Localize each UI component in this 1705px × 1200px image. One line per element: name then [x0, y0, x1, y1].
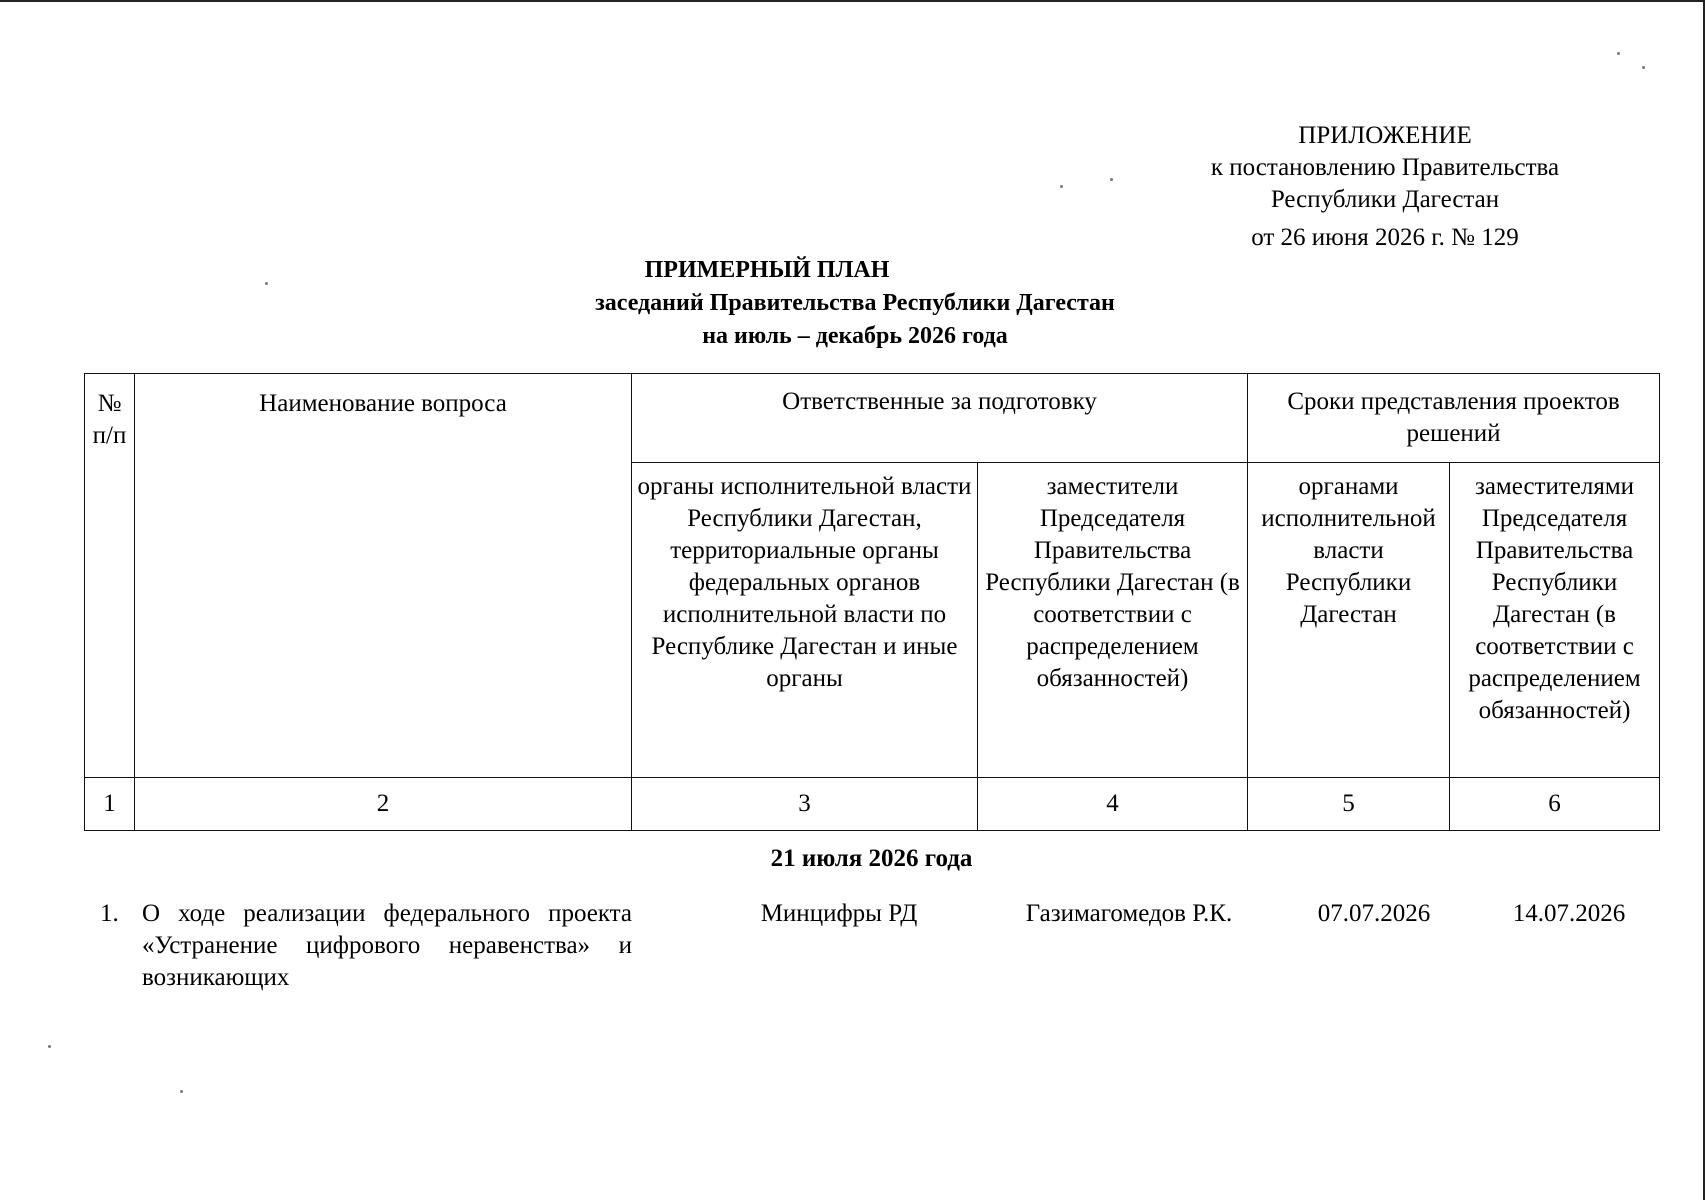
- header-responsible-deputies: заместители Председателя Правительства Республики Дагестан (в соответствии с распределением обязанностей): [978, 463, 1248, 778]
- header-responsible: Ответственные за подготовку: [632, 374, 1248, 463]
- column-number: 3: [632, 778, 978, 831]
- scan-speck: [265, 282, 268, 285]
- plan-row: [84, 898, 1659, 1008]
- header-responsible-bodies: органы исполнительной власти Республики Дагестан, территориальные органы федеральных органов исполнительной власти по Республике Дагестан и иные органы: [632, 463, 978, 778]
- header-deadlines: Сроки представления проектов решений: [1248, 374, 1660, 463]
- row-deadline-deputies: 14.07.2026: [1512, 900, 1626, 927]
- column-number: 2: [135, 778, 632, 831]
- approval-line-appendix: ПРИЛОЖЕНИЕ: [1298, 122, 1472, 149]
- approval-line-resolution: к постановлению Правительства: [1210, 154, 1560, 181]
- document-title: [440, 254, 1270, 353]
- row-deadline-bodies: 07.07.2026: [1317, 900, 1431, 927]
- title-line-meetings: заседаний Правительства Республики Дагестан: [595, 290, 1115, 316]
- title-line-plan: ПРИМЕРНЫЙ ПЛАН: [644, 257, 890, 283]
- approval-stamp: [1170, 120, 1600, 254]
- header-deadline-deputies: заместителями Председателя Правительства Республики Дагестан (в соответствии с распределением обязанностей): [1450, 463, 1660, 778]
- approval-line-date: от 26 июня 2026 г. № 129: [1251, 224, 1519, 251]
- header-deadline-bodies: органами исполнительной власти Республики Дагестан: [1248, 463, 1450, 778]
- scan-speck: [1060, 185, 1063, 188]
- page-border-top: [0, 0, 1705, 2]
- scan-speck: [48, 1045, 51, 1048]
- column-number-row: [85, 778, 1660, 831]
- row-responsible-body: Минцифры РД: [760, 900, 918, 927]
- approval-line-republic: Республики Дагестан: [1270, 186, 1500, 213]
- section-date-heading: 21 июля 2026 года: [770, 845, 973, 872]
- column-number: 6: [1450, 778, 1660, 831]
- header-question-name: Наименование вопроса: [135, 374, 632, 778]
- row-question-name: О ходе реализации федерального проекта «Устранение цифрового неравенства» и возникающих: [142, 900, 632, 991]
- header-number: № п/п: [85, 374, 135, 778]
- row-number: 1.: [100, 900, 119, 927]
- title-line-period: на июль – декабрь 2026 года: [702, 323, 1008, 349]
- column-number: 4: [978, 778, 1248, 831]
- row-responsible-deputy: Газимагомедов Р.К.: [1025, 900, 1233, 927]
- scan-speck: [1642, 66, 1645, 69]
- scan-speck: [180, 1090, 183, 1093]
- column-number: 5: [1248, 778, 1450, 831]
- scan-speck: [1110, 178, 1113, 181]
- column-number: 1: [85, 778, 135, 831]
- plan-table: [84, 373, 1660, 831]
- scan-speck: [1617, 52, 1620, 55]
